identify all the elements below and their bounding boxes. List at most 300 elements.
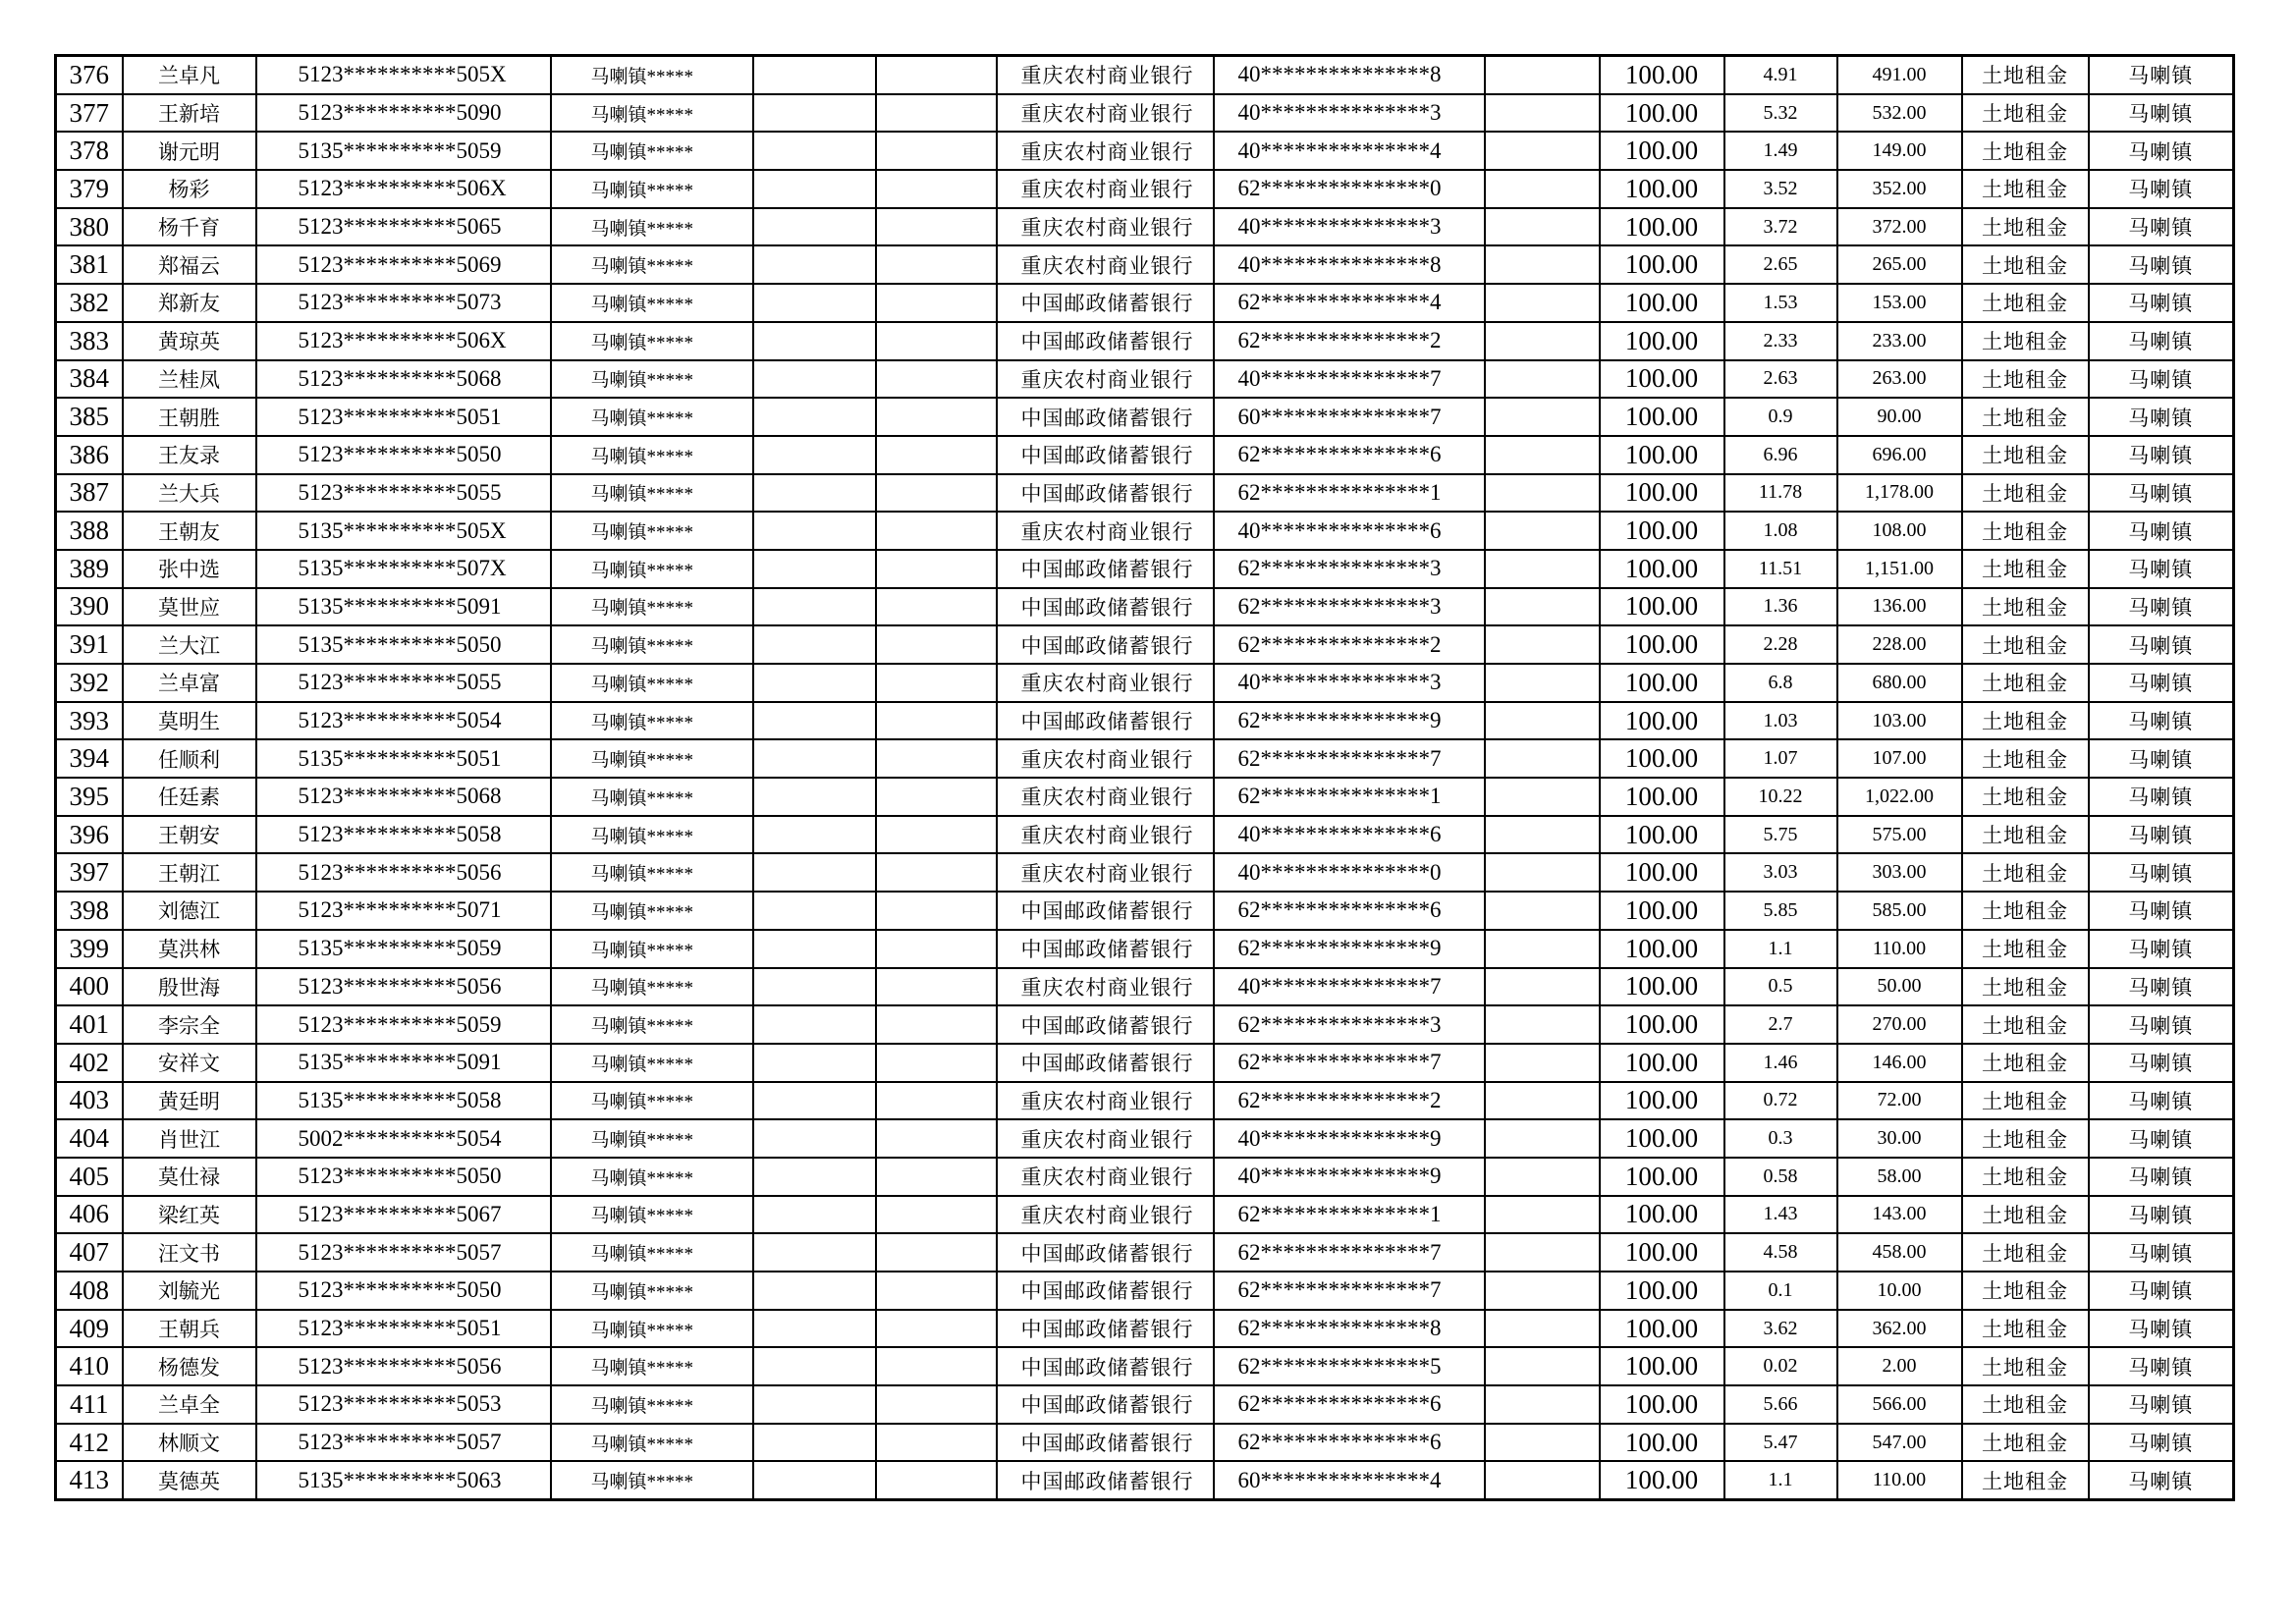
- row-number-cell: 392: [56, 664, 123, 702]
- id-number-cell: 5123**********5050: [256, 1272, 551, 1310]
- payment-type-cell: 土地租金: [1962, 132, 2089, 170]
- area-cell: 2.28: [1724, 625, 1837, 664]
- payment-type-cell: 土地租金: [1962, 1196, 2089, 1234]
- blank-cell: [1485, 56, 1600, 94]
- name-cell: 张中选: [123, 550, 256, 588]
- standard-rate-cell: 100.00: [1600, 208, 1724, 246]
- table-row: [56, 892, 2234, 930]
- payment-type-cell: 土地租金: [1962, 1233, 2089, 1272]
- address-cell: 马喇镇*****: [551, 702, 753, 740]
- name-cell: 黄廷明: [123, 1082, 256, 1120]
- blank-cell: [753, 245, 876, 284]
- town-cell: 马喇镇: [2089, 474, 2234, 513]
- amount-cell: 265.00: [1837, 245, 1962, 284]
- table-row: [56, 245, 2234, 284]
- payment-type-cell: 土地租金: [1962, 588, 2089, 626]
- address-cell: 马喇镇*****: [551, 930, 753, 968]
- id-number-cell: 5123**********5067: [256, 1196, 551, 1234]
- account-number-cell: 62***************3: [1214, 1005, 1485, 1044]
- name-cell: 莫洪林: [123, 930, 256, 968]
- bank-cell: 中国邮政储蓄银行: [997, 702, 1214, 740]
- area-cell: 2.65: [1724, 245, 1837, 284]
- standard-rate-cell: 100.00: [1600, 1347, 1724, 1385]
- area-cell: 5.47: [1724, 1424, 1837, 1462]
- row-number-cell: 394: [56, 739, 123, 778]
- standard-rate-cell: 100.00: [1600, 170, 1724, 208]
- blank-cell: [876, 1347, 997, 1385]
- standard-rate-cell: 100.00: [1600, 930, 1724, 968]
- row-number-cell: 391: [56, 625, 123, 664]
- bank-cell: 中国邮政储蓄银行: [997, 1461, 1214, 1499]
- id-number-cell: 5135**********5051: [256, 739, 551, 778]
- id-number-cell: 5002**********5054: [256, 1119, 551, 1158]
- blank-cell: [876, 132, 997, 170]
- town-cell: 马喇镇: [2089, 1233, 2234, 1272]
- row-number-cell: 388: [56, 512, 123, 550]
- id-number-cell: 5123**********5050: [256, 1158, 551, 1196]
- blank-cell: [1485, 892, 1600, 930]
- town-cell: 马喇镇: [2089, 56, 2234, 94]
- standard-rate-cell: 100.00: [1600, 512, 1724, 550]
- address-cell: 马喇镇*****: [551, 512, 753, 550]
- blank-cell: [753, 739, 876, 778]
- account-number-cell: 62***************2: [1214, 625, 1485, 664]
- blank-cell: [1485, 1310, 1600, 1348]
- row-number-cell: 381: [56, 245, 123, 284]
- row-number-cell: 410: [56, 1347, 123, 1385]
- amount-cell: 1,151.00: [1837, 550, 1962, 588]
- bank-cell: 中国邮政储蓄银行: [997, 1005, 1214, 1044]
- town-cell: 马喇镇: [2089, 1424, 2234, 1462]
- standard-rate-cell: 100.00: [1600, 94, 1724, 133]
- town-cell: 马喇镇: [2089, 588, 2234, 626]
- row-number-cell: 395: [56, 778, 123, 816]
- town-cell: 马喇镇: [2089, 778, 2234, 816]
- id-number-cell: 5123**********506X: [256, 322, 551, 360]
- table-row: [56, 512, 2234, 550]
- name-cell: 莫明生: [123, 702, 256, 740]
- blank-cell: [876, 625, 997, 664]
- blank-cell: [876, 1233, 997, 1272]
- amount-cell: 228.00: [1837, 625, 1962, 664]
- area-cell: 10.22: [1724, 778, 1837, 816]
- payment-type-cell: 土地租金: [1962, 853, 2089, 892]
- account-number-cell: 62***************2: [1214, 1082, 1485, 1120]
- account-number-cell: 40***************7: [1214, 968, 1485, 1006]
- id-number-cell: 5123**********5057: [256, 1424, 551, 1462]
- town-cell: 马喇镇: [2089, 1310, 2234, 1348]
- area-cell: 1.1: [1724, 1461, 1837, 1499]
- payment-type-cell: 土地租金: [1962, 930, 2089, 968]
- id-number-cell: 5123**********5090: [256, 94, 551, 133]
- bank-cell: 中国邮政储蓄银行: [997, 1424, 1214, 1462]
- table-row: [56, 739, 2234, 778]
- town-cell: 马喇镇: [2089, 398, 2234, 436]
- row-number-cell: 401: [56, 1005, 123, 1044]
- name-cell: 杨千育: [123, 208, 256, 246]
- account-number-cell: 40***************6: [1214, 512, 1485, 550]
- payment-type-cell: 土地租金: [1962, 1272, 2089, 1310]
- address-cell: 马喇镇*****: [551, 436, 753, 474]
- row-number-cell: 379: [56, 170, 123, 208]
- blank-cell: [876, 1082, 997, 1120]
- blank-cell: [1485, 550, 1600, 588]
- table-row: [56, 1005, 2234, 1044]
- blank-cell: [876, 588, 997, 626]
- id-number-cell: 5123**********5053: [256, 1385, 551, 1424]
- town-cell: 马喇镇: [2089, 512, 2234, 550]
- standard-rate-cell: 100.00: [1600, 625, 1724, 664]
- blank-cell: [1485, 512, 1600, 550]
- row-number-cell: 403: [56, 1082, 123, 1120]
- standard-rate-cell: 100.00: [1600, 1424, 1724, 1462]
- bank-cell: 重庆农村商业银行: [997, 170, 1214, 208]
- id-number-cell: 5123**********5057: [256, 1233, 551, 1272]
- blank-cell: [1485, 1119, 1600, 1158]
- blank-cell: [753, 1272, 876, 1310]
- table-row: [56, 778, 2234, 816]
- blank-cell: [1485, 1385, 1600, 1424]
- address-cell: 马喇镇*****: [551, 1424, 753, 1462]
- town-cell: 马喇镇: [2089, 208, 2234, 246]
- blank-cell: [876, 1196, 997, 1234]
- id-number-cell: 5135**********5063: [256, 1461, 551, 1499]
- address-cell: 马喇镇*****: [551, 588, 753, 626]
- area-cell: 1.46: [1724, 1044, 1837, 1082]
- town-cell: 马喇镇: [2089, 550, 2234, 588]
- standard-rate-cell: 100.00: [1600, 322, 1724, 360]
- table-row: [56, 664, 2234, 702]
- payment-type-cell: 土地租金: [1962, 1310, 2089, 1348]
- account-number-cell: 40***************3: [1214, 208, 1485, 246]
- blank-cell: [753, 1385, 876, 1424]
- blank-cell: [1485, 474, 1600, 513]
- town-cell: 马喇镇: [2089, 1272, 2234, 1310]
- town-cell: 马喇镇: [2089, 245, 2234, 284]
- id-number-cell: 5123**********5051: [256, 398, 551, 436]
- amount-cell: 108.00: [1837, 512, 1962, 550]
- standard-rate-cell: 100.00: [1600, 132, 1724, 170]
- row-number-cell: 384: [56, 360, 123, 399]
- bank-cell: 中国邮政储蓄银行: [997, 892, 1214, 930]
- standard-rate-cell: 100.00: [1600, 853, 1724, 892]
- table-row: [56, 322, 2234, 360]
- name-cell: 林顺文: [123, 1424, 256, 1462]
- account-number-cell: 62***************1: [1214, 778, 1485, 816]
- payment-type-cell: 土地租金: [1962, 892, 2089, 930]
- standard-rate-cell: 100.00: [1600, 1196, 1724, 1234]
- blank-cell: [753, 664, 876, 702]
- area-cell: 0.58: [1724, 1158, 1837, 1196]
- bank-cell: 中国邮政储蓄银行: [997, 322, 1214, 360]
- area-cell: 1.08: [1724, 512, 1837, 550]
- amount-cell: 585.00: [1837, 892, 1962, 930]
- blank-cell: [1485, 94, 1600, 133]
- table-row: [56, 132, 2234, 170]
- standard-rate-cell: 100.00: [1600, 550, 1724, 588]
- standard-rate-cell: 100.00: [1600, 1461, 1724, 1499]
- bank-cell: 重庆农村商业银行: [997, 739, 1214, 778]
- row-number-cell: 404: [56, 1119, 123, 1158]
- account-number-cell: 62***************8: [1214, 1310, 1485, 1348]
- blank-cell: [876, 1158, 997, 1196]
- area-cell: 6.8: [1724, 664, 1837, 702]
- id-number-cell: 5123**********5055: [256, 474, 551, 513]
- row-number-cell: 389: [56, 550, 123, 588]
- address-cell: 马喇镇*****: [551, 1158, 753, 1196]
- account-number-cell: 62***************7: [1214, 1044, 1485, 1082]
- payment-type-cell: 土地租金: [1962, 1461, 2089, 1499]
- row-number-cell: 409: [56, 1310, 123, 1348]
- blank-cell: [1485, 1196, 1600, 1234]
- payment-type-cell: 土地租金: [1962, 512, 2089, 550]
- area-cell: 3.52: [1724, 170, 1837, 208]
- area-cell: 4.91: [1724, 56, 1837, 94]
- row-number-cell: 413: [56, 1461, 123, 1499]
- id-number-cell: 5135**********507X: [256, 550, 551, 588]
- row-number-cell: 397: [56, 853, 123, 892]
- area-cell: 1.43: [1724, 1196, 1837, 1234]
- account-number-cell: 40***************0: [1214, 853, 1485, 892]
- amount-cell: 566.00: [1837, 1385, 1962, 1424]
- blank-cell: [753, 208, 876, 246]
- name-cell: 杨德发: [123, 1347, 256, 1385]
- name-cell: 肖世江: [123, 1119, 256, 1158]
- area-cell: 5.32: [1724, 94, 1837, 133]
- table-row: [56, 1196, 2234, 1234]
- blank-cell: [753, 474, 876, 513]
- blank-cell: [876, 398, 997, 436]
- blank-cell: [753, 625, 876, 664]
- address-cell: 马喇镇*****: [551, 853, 753, 892]
- address-cell: 马喇镇*****: [551, 360, 753, 399]
- address-cell: 马喇镇*****: [551, 1119, 753, 1158]
- account-number-cell: 62***************9: [1214, 702, 1485, 740]
- town-cell: 马喇镇: [2089, 702, 2234, 740]
- blank-cell: [876, 245, 997, 284]
- row-number-cell: 380: [56, 208, 123, 246]
- id-number-cell: 5135**********5050: [256, 625, 551, 664]
- standard-rate-cell: 100.00: [1600, 968, 1724, 1006]
- blank-cell: [753, 968, 876, 1006]
- amount-cell: 352.00: [1837, 170, 1962, 208]
- row-number-cell: 385: [56, 398, 123, 436]
- address-cell: 马喇镇*****: [551, 132, 753, 170]
- area-cell: 0.1: [1724, 1272, 1837, 1310]
- table-row: [56, 1310, 2234, 1348]
- name-cell: 李宗全: [123, 1005, 256, 1044]
- bank-cell: 重庆农村商业银行: [997, 778, 1214, 816]
- id-number-cell: 5123**********5065: [256, 208, 551, 246]
- area-cell: 0.02: [1724, 1347, 1837, 1385]
- blank-cell: [753, 853, 876, 892]
- bank-cell: 中国邮政储蓄银行: [997, 474, 1214, 513]
- name-cell: 兰大江: [123, 625, 256, 664]
- standard-rate-cell: 100.00: [1600, 360, 1724, 399]
- blank-cell: [876, 322, 997, 360]
- name-cell: 任廷素: [123, 778, 256, 816]
- amount-cell: 146.00: [1837, 1044, 1962, 1082]
- name-cell: 郑福云: [123, 245, 256, 284]
- account-number-cell: 62***************0: [1214, 170, 1485, 208]
- payment-type-cell: 土地租金: [1962, 56, 2089, 94]
- amount-cell: 303.00: [1837, 853, 1962, 892]
- id-number-cell: 5123**********5051: [256, 1310, 551, 1348]
- amount-cell: 149.00: [1837, 132, 1962, 170]
- area-cell: 2.7: [1724, 1005, 1837, 1044]
- town-cell: 马喇镇: [2089, 664, 2234, 702]
- area-cell: 2.33: [1724, 322, 1837, 360]
- blank-cell: [1485, 1424, 1600, 1462]
- payment-type-cell: 土地租金: [1962, 1119, 2089, 1158]
- blank-cell: [753, 588, 876, 626]
- amount-cell: 136.00: [1837, 588, 1962, 626]
- row-number-cell: 386: [56, 436, 123, 474]
- bank-cell: 重庆农村商业银行: [997, 512, 1214, 550]
- area-cell: 5.85: [1724, 892, 1837, 930]
- amount-cell: 491.00: [1837, 56, 1962, 94]
- payment-type-cell: 土地租金: [1962, 1385, 2089, 1424]
- town-cell: 马喇镇: [2089, 1005, 2234, 1044]
- blank-cell: [876, 94, 997, 133]
- name-cell: 兰卓全: [123, 1385, 256, 1424]
- blank-cell: [876, 1272, 997, 1310]
- payment-type-cell: 土地租金: [1962, 664, 2089, 702]
- blank-cell: [753, 1424, 876, 1462]
- id-number-cell: 5135**********5058: [256, 1082, 551, 1120]
- amount-cell: 58.00: [1837, 1158, 1962, 1196]
- account-number-cell: 62***************1: [1214, 474, 1485, 513]
- blank-cell: [876, 702, 997, 740]
- row-number-cell: 387: [56, 474, 123, 513]
- area-cell: 4.58: [1724, 1233, 1837, 1272]
- blank-cell: [753, 550, 876, 588]
- blank-cell: [1485, 208, 1600, 246]
- town-cell: 马喇镇: [2089, 1347, 2234, 1385]
- blank-cell: [876, 778, 997, 816]
- bank-cell: 中国邮政储蓄银行: [997, 1044, 1214, 1082]
- name-cell: 郑新友: [123, 284, 256, 322]
- id-number-cell: 5123**********5056: [256, 853, 551, 892]
- name-cell: 兰桂凤: [123, 360, 256, 399]
- table-row: [56, 1119, 2234, 1158]
- id-number-cell: 5135**********505X: [256, 512, 551, 550]
- area-cell: 1.07: [1724, 739, 1837, 778]
- blank-cell: [1485, 1347, 1600, 1385]
- address-cell: 马喇镇*****: [551, 1385, 753, 1424]
- amount-cell: 680.00: [1837, 664, 1962, 702]
- blank-cell: [1485, 625, 1600, 664]
- name-cell: 王朝安: [123, 816, 256, 854]
- amount-cell: 110.00: [1837, 1461, 1962, 1499]
- table-row: [56, 1424, 2234, 1462]
- payment-type-cell: 土地租金: [1962, 284, 2089, 322]
- blank-cell: [876, 1310, 997, 1348]
- table-row: [56, 1082, 2234, 1120]
- standard-rate-cell: 100.00: [1600, 245, 1724, 284]
- payment-type-cell: 土地租金: [1962, 1347, 2089, 1385]
- bank-cell: 重庆农村商业银行: [997, 1119, 1214, 1158]
- bank-cell: 中国邮政储蓄银行: [997, 1272, 1214, 1310]
- row-number-cell: 396: [56, 816, 123, 854]
- bank-cell: 重庆农村商业银行: [997, 816, 1214, 854]
- blank-cell: [876, 1044, 997, 1082]
- name-cell: 王友录: [123, 436, 256, 474]
- payment-type-cell: 土地租金: [1962, 398, 2089, 436]
- name-cell: 王朝江: [123, 853, 256, 892]
- account-number-cell: 62***************6: [1214, 1424, 1485, 1462]
- id-number-cell: 5123**********505X: [256, 56, 551, 94]
- id-number-cell: 5123**********5058: [256, 816, 551, 854]
- bank-cell: 中国邮政储蓄银行: [997, 550, 1214, 588]
- standard-rate-cell: 100.00: [1600, 664, 1724, 702]
- blank-cell: [753, 322, 876, 360]
- area-cell: 1.53: [1724, 284, 1837, 322]
- table-row: [56, 1385, 2234, 1424]
- payment-type-cell: 土地租金: [1962, 436, 2089, 474]
- id-number-cell: 5123**********5056: [256, 968, 551, 1006]
- town-cell: 马喇镇: [2089, 322, 2234, 360]
- address-cell: 马喇镇*****: [551, 284, 753, 322]
- row-number-cell: 398: [56, 892, 123, 930]
- amount-cell: 1,178.00: [1837, 474, 1962, 513]
- name-cell: 王朝兵: [123, 1310, 256, 1348]
- blank-cell: [1485, 930, 1600, 968]
- payment-type-cell: 土地租金: [1962, 322, 2089, 360]
- account-number-cell: 62***************5: [1214, 1347, 1485, 1385]
- row-number-cell: 400: [56, 968, 123, 1006]
- blank-cell: [1485, 702, 1600, 740]
- blank-cell: [753, 1310, 876, 1348]
- account-number-cell: 40***************8: [1214, 245, 1485, 284]
- payment-type-cell: 土地租金: [1962, 1044, 2089, 1082]
- table-row: [56, 360, 2234, 399]
- row-number-cell: 399: [56, 930, 123, 968]
- blank-cell: [753, 1461, 876, 1499]
- blank-cell: [753, 360, 876, 399]
- blank-cell: [1485, 398, 1600, 436]
- blank-cell: [753, 512, 876, 550]
- standard-rate-cell: 100.00: [1600, 1044, 1724, 1082]
- account-number-cell: 40***************4: [1214, 132, 1485, 170]
- bank-cell: 重庆农村商业银行: [997, 853, 1214, 892]
- bank-cell: 中国邮政储蓄银行: [997, 1385, 1214, 1424]
- amount-cell: 458.00: [1837, 1233, 1962, 1272]
- blank-cell: [1485, 739, 1600, 778]
- table-row: [56, 816, 2234, 854]
- town-cell: 马喇镇: [2089, 1082, 2234, 1120]
- name-cell: 刘毓光: [123, 1272, 256, 1310]
- account-number-cell: 40***************6: [1214, 816, 1485, 854]
- standard-rate-cell: 100.00: [1600, 1385, 1724, 1424]
- town-cell: 马喇镇: [2089, 1044, 2234, 1082]
- address-cell: 马喇镇*****: [551, 1347, 753, 1385]
- bank-cell: 中国邮政储蓄银行: [997, 284, 1214, 322]
- blank-cell: [1485, 778, 1600, 816]
- address-cell: 马喇镇*****: [551, 892, 753, 930]
- account-number-cell: 40***************3: [1214, 94, 1485, 133]
- table-row: [56, 170, 2234, 208]
- name-cell: 杨彩: [123, 170, 256, 208]
- payment-type-cell: 土地租金: [1962, 816, 2089, 854]
- town-cell: 马喇镇: [2089, 816, 2234, 854]
- amount-cell: 233.00: [1837, 322, 1962, 360]
- address-cell: 马喇镇*****: [551, 625, 753, 664]
- amount-cell: 110.00: [1837, 930, 1962, 968]
- area-cell: 0.72: [1724, 1082, 1837, 1120]
- row-number-cell: 376: [56, 56, 123, 94]
- address-cell: 马喇镇*****: [551, 170, 753, 208]
